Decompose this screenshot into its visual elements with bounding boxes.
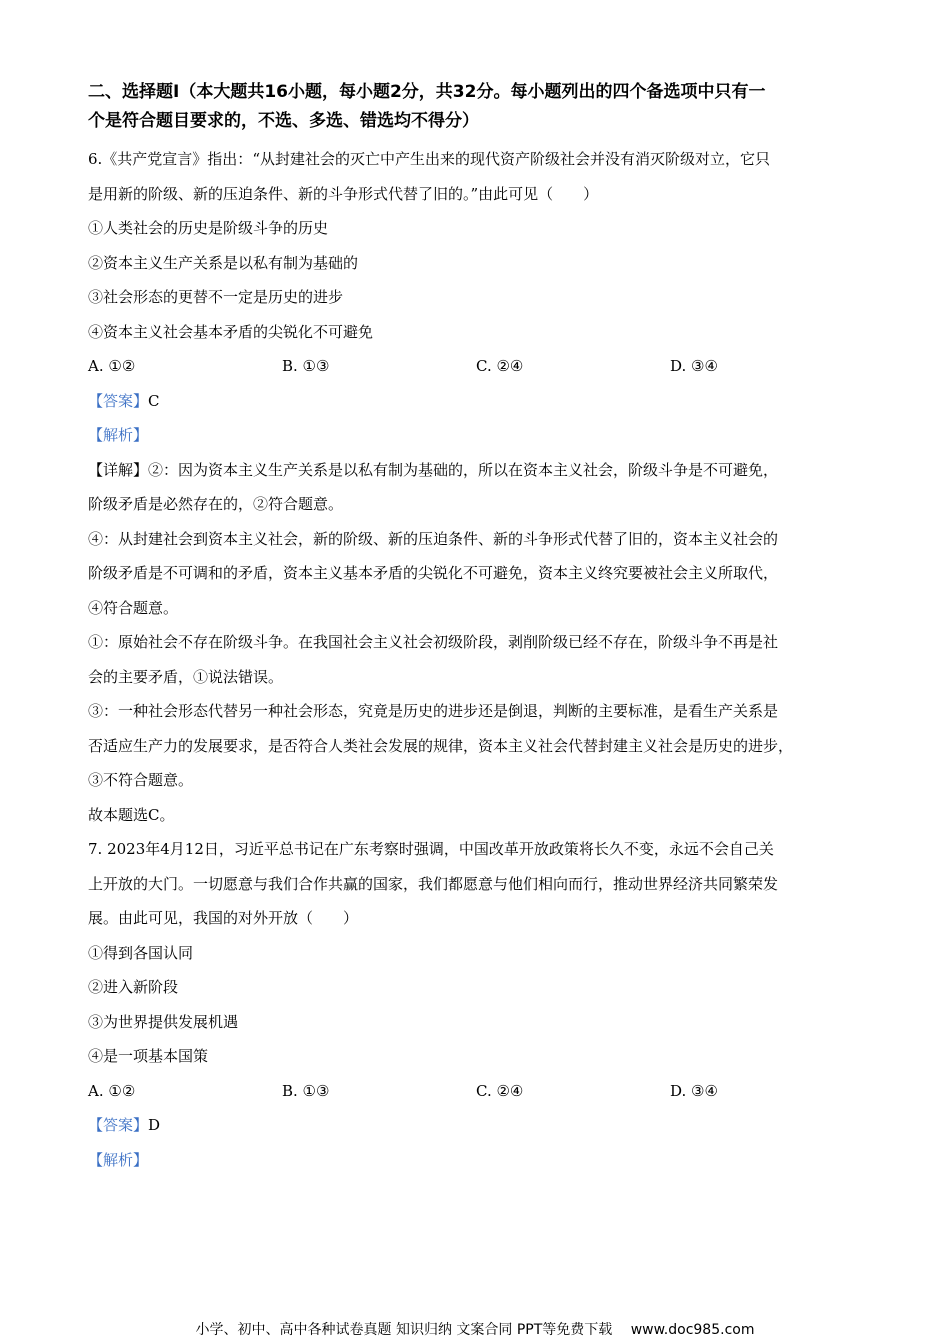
section-title: 二、选择题Ⅰ（本大题共16小题，每小题2分，共32分。每小题列出的四个备选项中只有一 个是符合题目要求的，不选、多选、错选均不得分） [88, 82, 766, 131]
q6-option-d: D. ③④ [670, 357, 718, 375]
q6-detail-line: 阶级矛盾是不可调和的矛盾，资本主义基本矛盾的尖锐化不可避免，资本主义终究要被社会主义所取代， [88, 564, 779, 582]
q6-detail-line: 【详解】②：因为资本主义生产关系是以私有制为基础的，所以在资本主义社会，阶级斗争是不可避免， [88, 460, 779, 479]
q6-detail-line: 否适应生产力的发展要求，是否符合人类社会发展的规律，资本主义社会代替封建主义社会是历史的进步， [88, 736, 794, 755]
q7-option-d: D. ③④ [670, 1081, 718, 1100]
question-7 [88, 832, 878, 1177]
q7-analysis-tag: 【解析】 [88, 1150, 149, 1169]
q6-detail-line: ③不符合题意。 [88, 771, 194, 789]
q6-option-c: C. ②④ [476, 357, 524, 375]
q7-item-3: ③为世界提供发展机遇 [88, 1012, 239, 1031]
q6-options [88, 349, 878, 384]
q7-stem-line: 上开放的大门。一切愿意与我们合作共赢的国家，我们都愿意与他们相向而行，推动世界经济共同繁荣发 [88, 874, 779, 893]
q7-option-a: A. ①② [88, 1081, 136, 1100]
q7-item-4: ④是一项基本国策 [88, 1047, 209, 1065]
exam-page [88, 78, 878, 1177]
detail-tag: 【详解】 [88, 460, 149, 479]
q6-option-a: A. ①② [88, 357, 136, 375]
answer-tag: 【答案】 [88, 1116, 149, 1134]
q6-detail-line: 会的主要矛盾，①说法错误。 [88, 667, 284, 686]
answer-tag: 【答案】 [88, 391, 149, 410]
q6-detail-line: ④符合题意。 [88, 598, 179, 617]
q6-analysis-tag: 【解析】 [88, 426, 149, 444]
q6-answer [88, 384, 878, 419]
q6-option-b: B. ①③ [282, 357, 330, 375]
page-footer: 小学、初中、高中各种试卷真题 知识归纳 文案合同 PPT等免费下载 www.doc985.com [195, 1322, 755, 1338]
q6-item-1: ①人类社会的历史是阶级斗争的历史 [88, 219, 329, 237]
q6-stem-line: 是用新的阶级、新的压迫条件、新的斗争形式代替了旧的。”由此可见（ ） [88, 184, 599, 203]
q7-answer [88, 1108, 878, 1143]
q6-detail-line: 阶级矛盾是必然存在的，②符合题意。 [88, 495, 344, 513]
q6-stem-line: 6.《共产党宣言》指出：“从封建社会的灭亡中产生出来的现代资产阶级社会并没有消灭阶级对立，它只 [88, 150, 770, 168]
question-6 [88, 142, 878, 832]
q7-item-2: ②进入新阶段 [88, 978, 179, 996]
q7-stem-line: 展。由此可见，我国的对外开放（ ） [88, 909, 359, 927]
q6-item-2: ②资本主义生产关系是以私有制为基础的 [88, 253, 359, 272]
q7-option-b: B. ①③ [282, 1081, 330, 1100]
answer-value: C [148, 391, 160, 410]
answer-value: D [148, 1116, 161, 1134]
q6-item-4: ④资本主义社会基本矛盾的尖锐化不可避免 [88, 322, 374, 341]
q7-item-1: ①得到各国认同 [88, 943, 194, 962]
q6-detail-line: ④：从封建社会到资本主义社会，新的阶级、新的压迫条件、新的斗争形式代替了旧的，资本主义社会的 [88, 529, 779, 548]
q7-stem-line: 7. 2023年4月12日，习近平总书记在广东考察时强调，中国改革开放政策将长久不变，永远不会自己关 [88, 840, 774, 858]
q6-detail-line: ③：一种社会形态代替另一种社会形态，究竟是历史的进步还是倒退，判断的主要标准，是看生产关系是 [88, 702, 779, 720]
q7-options [88, 1074, 878, 1109]
q6-detail-line: ①：原始社会不存在阶级斗争。在我国社会主义社会初级阶段，剥削阶级已经不存在，阶级斗争不再是社 [88, 633, 779, 651]
q6-conclusion: 故本题选C。 [88, 805, 175, 824]
q7-option-c: C. ②④ [476, 1081, 524, 1100]
q6-item-3: ③社会形态的更替不一定是历史的进步 [88, 288, 344, 306]
